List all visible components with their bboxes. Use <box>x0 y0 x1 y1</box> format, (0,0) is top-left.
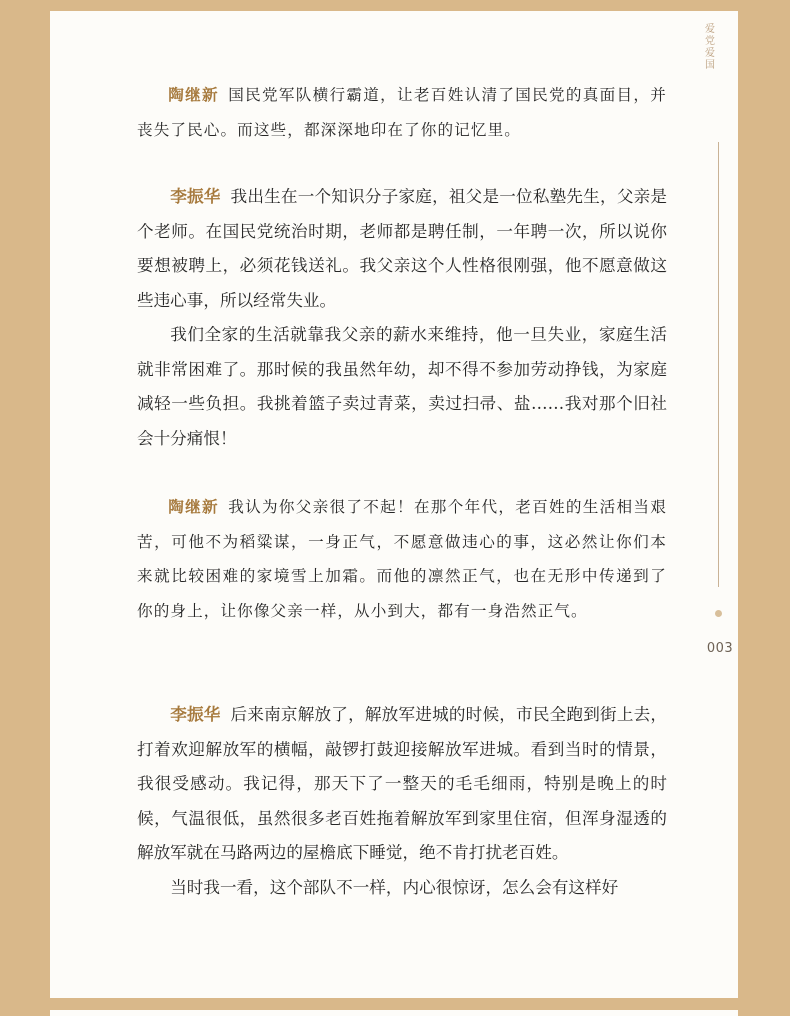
dialogue-section-2 <box>137 180 667 456</box>
paragraph <box>137 490 667 628</box>
paragraph <box>137 78 667 147</box>
paragraph-text: 我们全家的生活就靠我父亲的薪水来维持，他一旦失业，家庭生活就非常困难了。那时候的我虽然年幼，却不得不参加劳动挣钱，为家庭减轻一些负担。我挑着篮子卖过青菜，卖过扫帚、盐……我对那个旧社会十分痛恨！ <box>137 325 667 448</box>
speaker-name: 李振华 <box>170 187 221 206</box>
paragraph-text: 国民党军队横行霸道，让老百姓认清了国民党的真面目，并丧失了民心。而这些，都深深地印在了你的记忆里。 <box>137 86 667 139</box>
dialogue-section-4 <box>137 698 667 905</box>
paragraph-text: 我认为你父亲很了不起！在那个年代，老百姓的生活相当艰苦，可他不为稻粱谋，一身正气，不愿意做违心的事，这必然让你们本来就比较困难的家境雪上加霜。而他的凛然正气，也在无形中传递到了你的身上，让你像父亲一样，从小到大，都有一身浩然正气。 <box>137 498 667 620</box>
paragraph <box>137 871 667 906</box>
dialogue-section-1 <box>137 78 667 147</box>
dialogue-section-3 <box>137 490 667 628</box>
margin-dot <box>715 610 722 617</box>
page-number: 003 <box>706 641 734 656</box>
paragraph <box>137 318 667 456</box>
speaker-name: 陶继新 <box>168 498 219 516</box>
running-head: 爱党爱国 <box>705 24 715 71</box>
paragraph-text: 当时我一看，这个部队不一样，内心很惊讶，怎么会有这样好 <box>170 877 619 897</box>
next-page-edge <box>50 1010 738 1016</box>
speaker-name: 陶继新 <box>168 86 219 104</box>
paragraph-text: 我出生在一个知识分子家庭，祖父是一位私塾先生，父亲是个老师。在国民党统治时期，老师都是聘任制，一年聘一次，所以说你要想被聘上，必须花钱送礼。我父亲这个人性格很刚强，他不愿意做这些违心事，所以经常失业。 <box>137 187 668 310</box>
paragraph <box>137 698 667 871</box>
paragraph-text: 后来南京解放了，解放军进城的时候，市民全跑到街上去，打着欢迎解放军的横幅，敲锣打鼓迎接解放军进城。看到当时的情景，我很受感动。我记得，那天下了一整天的毛毛细雨，特别是晚上的时候，气温很低，虽然很多老百姓拖着解放军到家里住宿，但浑身湿透的解放军就在马路两边的屋檐底下睡觉，绝不肯打扰老百姓。 <box>137 705 668 862</box>
speaker-name: 李振华 <box>170 705 221 724</box>
paragraph <box>137 180 667 318</box>
margin-rule <box>718 142 719 587</box>
